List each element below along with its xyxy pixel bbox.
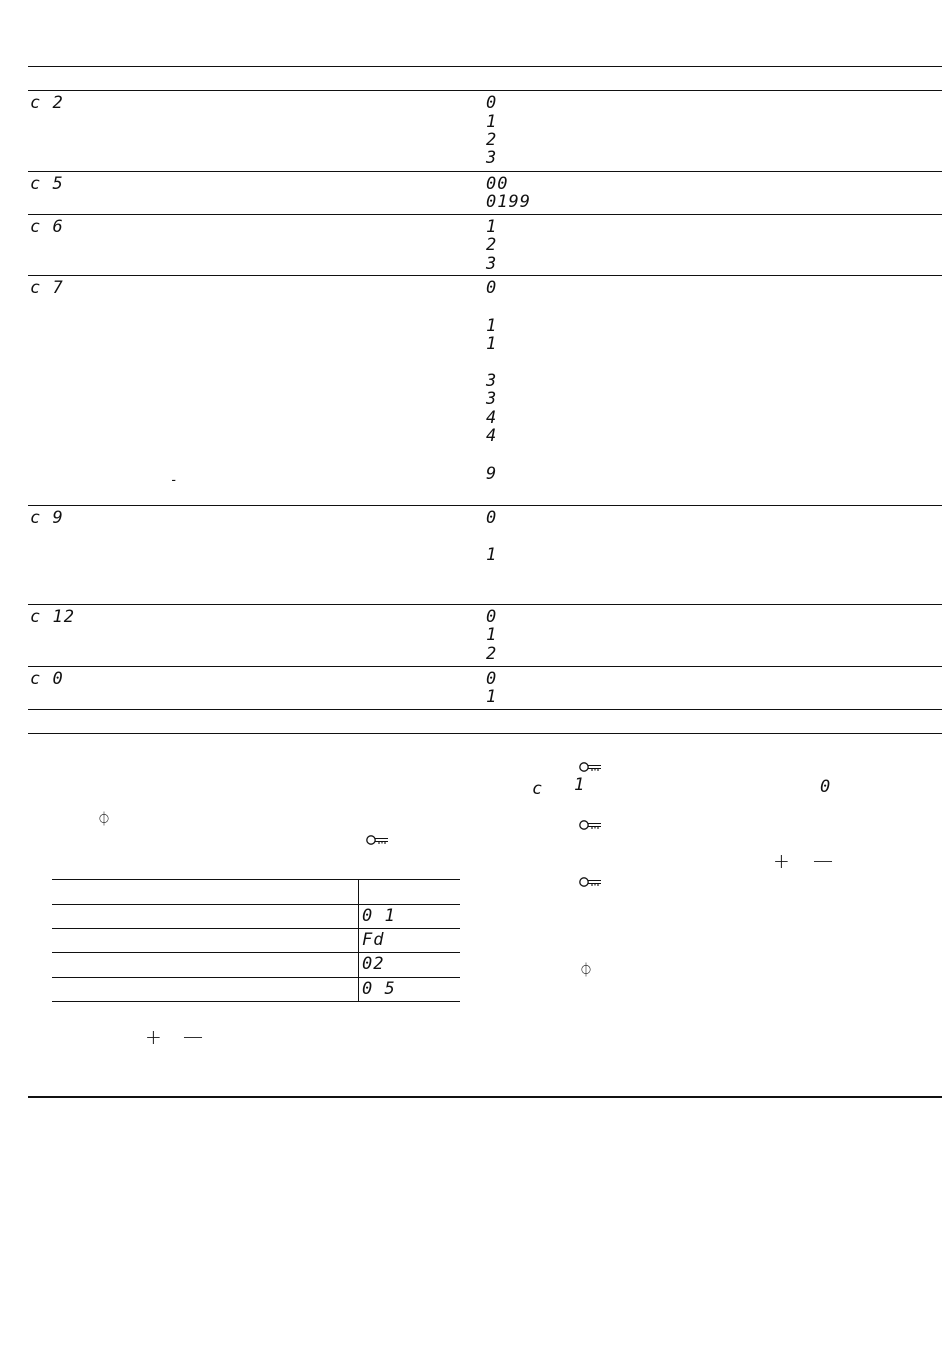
row-divider — [28, 666, 942, 667]
setting-code: c 9 — [30, 508, 64, 528]
setting-value: 1 — [486, 112, 498, 132]
setting-value: 1 — [486, 545, 498, 565]
section-rule — [28, 733, 942, 734]
subtable-rule — [52, 928, 460, 929]
key-icon — [366, 834, 390, 846]
setting-code: c 12 — [30, 607, 75, 627]
setting-value: 4 — [486, 408, 498, 428]
setting-value: 1 — [486, 217, 498, 237]
setting-value: 0 — [486, 278, 498, 298]
setting-value: 0 — [486, 669, 498, 689]
minus-icon: — — [183, 1024, 203, 1048]
setting-value: 3 — [486, 148, 498, 168]
inline-code-1: 1 — [574, 775, 586, 795]
subtable-rule — [52, 977, 460, 978]
row-divider — [28, 604, 942, 605]
row-divider — [28, 171, 942, 172]
plus-icon: + — [773, 849, 790, 873]
inline-code-c: c — [532, 779, 544, 799]
setting-value: 1 — [486, 625, 498, 645]
setting-value: 3 — [486, 254, 498, 274]
key-icon — [579, 819, 603, 831]
minus-icon: — — [813, 848, 833, 872]
row-divider — [28, 709, 942, 710]
setting-value: 3 — [486, 389, 498, 409]
setting-code: c 2 — [30, 93, 64, 113]
setting-code: c 0 — [30, 669, 64, 689]
setting-value: 4 — [486, 426, 498, 446]
setting-value: 9 — [486, 464, 498, 484]
setting-code: c 5 — [30, 174, 64, 194]
setting-value: 2 — [486, 644, 498, 664]
setting-value: 2 — [486, 130, 498, 150]
setting-value: 3 — [486, 371, 498, 391]
power-icon: ⏀ — [97, 812, 111, 828]
plus-icon: + — [145, 1025, 162, 1049]
subtable-header-rule — [52, 904, 460, 905]
setting-code: c 6 — [30, 217, 64, 237]
setting-value: 0199 — [486, 192, 531, 212]
subtable-column-divider — [358, 880, 359, 1002]
setting-value: 1 — [486, 334, 498, 354]
subtable-bottom-rule — [52, 1001, 460, 1002]
subtable-top-rule — [52, 879, 460, 880]
subtable-value: 0 5 — [362, 979, 396, 999]
power-icon: ⏀ — [579, 963, 593, 979]
row-divider — [28, 214, 942, 215]
setting-value: 0 — [486, 93, 498, 113]
setting-value: 1 — [486, 316, 498, 336]
setting-value: 0 — [486, 508, 498, 528]
row-divider — [28, 275, 942, 276]
setting-code: c 7 — [30, 278, 64, 298]
page-bottom-rule — [28, 1096, 942, 1098]
setting-value: 00 — [486, 174, 509, 194]
subtable-value: Fd — [362, 930, 385, 950]
subtable-value: 0 1 — [362, 906, 396, 926]
row-divider — [28, 505, 942, 506]
key-icon — [579, 876, 603, 888]
table-header-rule — [28, 90, 942, 91]
table-top-rule — [28, 66, 942, 67]
setting-value: 1 — [486, 687, 498, 707]
subtable-value: 02 — [362, 954, 385, 974]
subtable-rule — [52, 952, 460, 953]
setting-value: 0 — [486, 607, 498, 627]
setting-value: 2 — [486, 235, 498, 255]
minus-mark: - — [170, 473, 179, 488]
key-icon — [579, 761, 603, 773]
inline-code-0: 0 — [820, 777, 832, 797]
